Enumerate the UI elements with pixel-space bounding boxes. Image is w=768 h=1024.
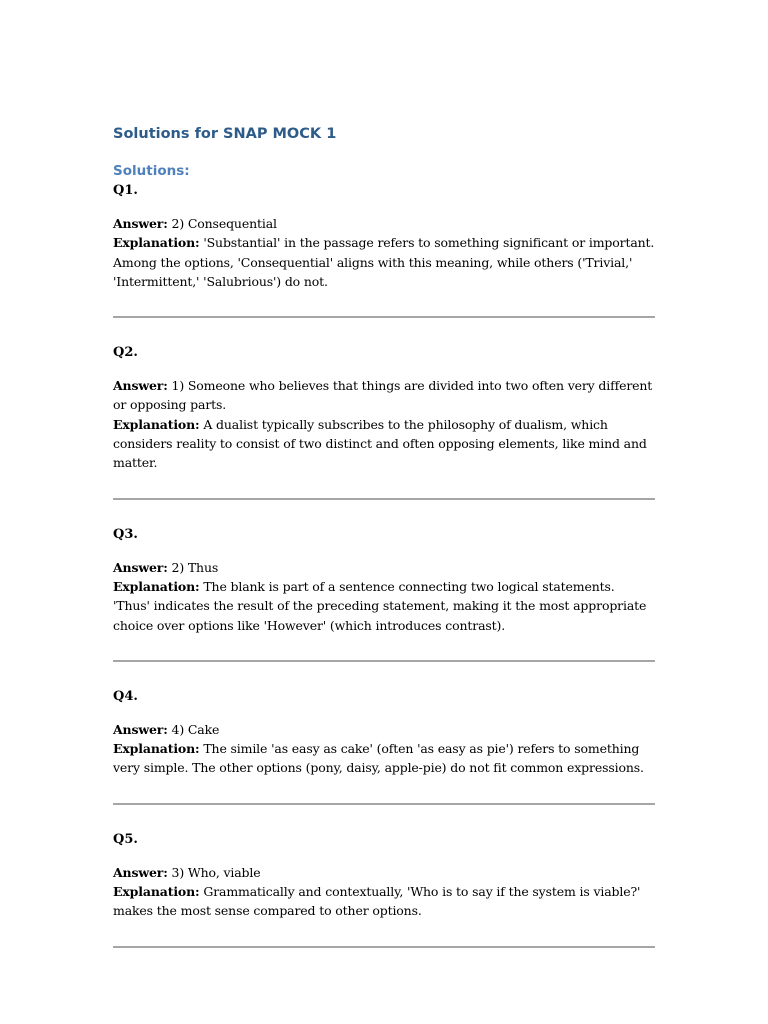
explanation-label: Explanation: [113, 235, 200, 251]
explanation-label: Explanation: [113, 884, 200, 900]
question-block-q1 [113, 182, 655, 291]
divider [113, 946, 655, 948]
answer-label: Answer: [113, 864, 168, 880]
answer-text: 3) Who, viable [171, 864, 261, 880]
document-page [113, 124, 655, 974]
question-body [113, 376, 655, 472]
question-body [113, 720, 655, 778]
explanation-text: A dualist typically subscribes to the philosophy of dualism, which considers reality to consist of two distinct and often opposing elements, like mind and matter. [113, 416, 647, 471]
question-body [113, 214, 655, 291]
answer-text: 4) Cake [171, 721, 220, 737]
answer-text: 2) Thus [171, 559, 219, 575]
divider [113, 316, 655, 318]
question-label: Q2. [113, 345, 138, 361]
solutions-heading: Solutions: [113, 163, 190, 179]
answer-text: 2) Consequential [171, 216, 277, 231]
question-block-q4 [113, 688, 655, 778]
question-body [113, 863, 655, 921]
answer-label: Answer: [113, 378, 168, 394]
document-title: Solutions for SNAP MOCK 1 [113, 126, 337, 142]
question-label: Q3. [113, 526, 138, 542]
explanation-label: Explanation: [113, 741, 200, 757]
divider [113, 803, 655, 805]
explanation-label: Explanation: [113, 578, 200, 594]
question-label: Q4. [113, 688, 138, 704]
explanation-text: 'Substantial' in the passage refers to something significant or important. Among the options, 'Consequential' aligns with this meaning, while others ('Trivial,' 'Intermittent,' 'Salubrious') do not. [113, 235, 655, 289]
divider [113, 660, 655, 662]
question-label: Q1. [113, 183, 138, 198]
question-block-q5 [113, 831, 655, 921]
question-body [113, 558, 655, 635]
question-label: Q5. [113, 831, 138, 847]
answer-text: 1) Someone who believes that things are divided into two often very different or opposing parts. [113, 378, 653, 413]
explanation-text: The simile 'as easy as cake' (often 'as easy as pie') refers to something very simple. The other options (pony, daisy, apple-pie) do not fit common expressions. [113, 741, 644, 776]
answer-label: Answer: [113, 721, 168, 737]
explanation-text: The blank is part of a sentence connecting two logical statements. 'Thus' indicates the result of the preceding statement, making it the most appropriate choice over options like 'However' (which introduces contrast). [113, 578, 647, 633]
divider [113, 498, 655, 500]
answer-label: Answer: [113, 559, 168, 575]
question-block-q3 [113, 526, 655, 635]
explanation-label: Explanation: [113, 416, 200, 432]
question-block-q2 [113, 344, 655, 472]
answer-label: Answer: [113, 216, 168, 231]
explanation-text: Grammatically and contextually, 'Who is to say if the system is viable?' makes the most sense compared to other options. [113, 884, 641, 919]
